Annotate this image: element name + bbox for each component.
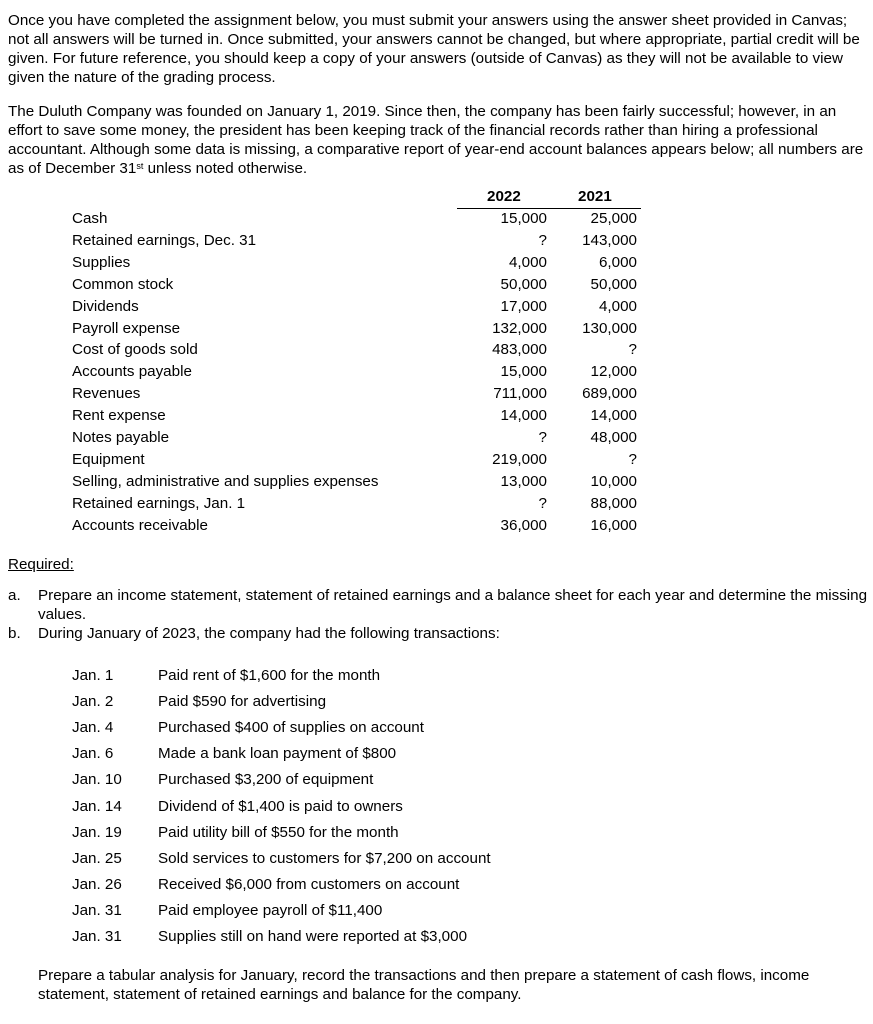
value-2022: 219,000 <box>492 450 547 468</box>
transaction-row <box>0 928 873 954</box>
transaction-row <box>0 745 873 771</box>
table-row <box>0 276 873 298</box>
value-2022: ? <box>538 231 547 249</box>
table-row <box>0 254 873 276</box>
table-row <box>0 451 873 473</box>
table-row <box>0 407 873 429</box>
transaction-row <box>0 902 873 928</box>
value-2021: 12,000 <box>590 363 637 381</box>
closing-paragraph: Prepare a tabular analysis for January, record the transactions and then prepare a statement of cash flows, income statement, statement of retained earnings and balance for the company. <box>38 967 810 1003</box>
transaction-text: Received $6,000 from customers on account <box>158 875 460 893</box>
value-2021: 25,000 <box>590 210 637 227</box>
table-row <box>0 232 873 254</box>
value-2022: 15,000 <box>500 363 547 381</box>
value-2021: ? <box>628 450 637 468</box>
table-row <box>0 385 873 407</box>
value-2022: 4,000 <box>508 253 547 271</box>
transaction-row <box>0 876 873 902</box>
value-2021: 14,000 <box>590 407 637 425</box>
transaction-row <box>0 719 873 745</box>
value-2021: 6,000 <box>598 253 637 271</box>
account-label: Cost of goods sold <box>72 341 198 359</box>
account-label: Retained earnings, Dec. 31 <box>72 231 257 249</box>
table-row <box>0 495 873 517</box>
intro-paragraph: Once you have completed the assignment below, you must submit your answers using the answer sheet provided in Canvas; not all answers will be turned in. Once submitted, your answers cannot be changed, but where appropriate, partial credit will be given. For future reference, you should keep a copy of your answers (outside of Canvas) as they will not be available to view given the nature of the grading process. <box>8 12 860 86</box>
transaction-date: Jan. 14 <box>72 797 122 815</box>
transaction-row <box>0 850 873 876</box>
value-2022: 15,000 <box>500 210 547 227</box>
value-2021: 16,000 <box>590 516 637 534</box>
transaction-date: Jan. 25 <box>72 849 122 867</box>
value-2022: 17,000 <box>500 297 547 315</box>
account-label: Equipment <box>72 450 145 468</box>
item-marker: a. <box>8 587 21 604</box>
value-2021: 4,000 <box>598 297 637 315</box>
value-2021: 130,000 <box>582 319 637 337</box>
account-label: Retained earnings, Jan. 1 <box>72 494 246 512</box>
header-underline <box>457 208 641 209</box>
table-row <box>0 517 873 539</box>
background-text-end: unless noted otherwise. <box>143 160 308 177</box>
column-header-2021: 2021 <box>578 188 612 205</box>
table-row <box>0 473 873 495</box>
table-row <box>0 363 873 385</box>
table-row <box>0 210 873 232</box>
account-label: Common stock <box>72 275 174 293</box>
transaction-text: Paid utility bill of $550 for the month <box>158 823 399 841</box>
value-2022: 711,000 <box>493 385 547 403</box>
transaction-text: Paid $590 for advertising <box>158 693 327 711</box>
value-2022: 13,000 <box>500 472 547 490</box>
account-label: Notes payable <box>72 429 170 446</box>
account-label: Revenues <box>72 385 141 403</box>
value-2022: 14,000 <box>500 407 547 425</box>
background-paragraph <box>8 102 868 178</box>
account-label: Cash <box>72 210 108 227</box>
transaction-date: Jan. 31 <box>72 901 122 919</box>
column-header-2022: 2022 <box>487 188 521 205</box>
account-label: Accounts payable <box>72 363 192 381</box>
value-2021: 48,000 <box>590 429 637 446</box>
transaction-text: Purchased $3,200 of equipment <box>158 771 374 789</box>
ordinal-suffix: st <box>136 161 144 171</box>
transaction-date: Jan. 6 <box>72 745 114 763</box>
transaction-row <box>0 798 873 824</box>
transaction-text: Made a bank loan payment of $800 <box>158 745 397 763</box>
table-row <box>0 429 873 451</box>
transaction-date: Jan. 1 <box>72 667 114 684</box>
transaction-date: Jan. 10 <box>72 771 122 789</box>
account-label: Selling, administrative and supplies expenses <box>72 472 379 490</box>
value-2022: ? <box>538 494 547 512</box>
item-text: Prepare an income statement, statement of retained earnings and a balance sheet for each year and determine the missing values. <box>38 587 868 623</box>
transaction-text: Sold services to customers for $7,200 on account <box>158 849 491 867</box>
transaction-date: Jan. 2 <box>72 693 114 711</box>
background-text: The Duluth Company was founded on January 1, 2019. Since then, the company has been fairly successful; however, in an effort to save some money, the president has been keeping track of the financial records rather than hiring a professional accountant. Although some data is missing, a comparative report of year-end account balances appears below; all numbers are as of December 31 <box>8 103 864 177</box>
account-label: Rent expense <box>72 407 166 425</box>
account-label: Accounts receivable <box>72 516 208 534</box>
transaction-date: Jan. 26 <box>72 875 122 893</box>
transaction-text: Purchased $400 of supplies on account <box>158 719 424 737</box>
transaction-text: Supplies still on hand were reported at $3,000 <box>158 928 468 945</box>
table-row <box>0 298 873 320</box>
value-2022: 483,000 <box>492 341 547 359</box>
transaction-row <box>0 771 873 797</box>
transaction-row <box>0 824 873 850</box>
account-label: Supplies <box>72 253 131 271</box>
transaction-text: Paid employee payroll of $11,400 <box>158 901 383 919</box>
value-2021: ? <box>628 341 637 359</box>
transaction-date: Jan. 31 <box>72 928 122 945</box>
transaction-row <box>0 667 873 693</box>
value-2021: 88,000 <box>590 494 637 512</box>
transaction-text: Dividend of $1,400 is paid to owners <box>158 797 403 815</box>
table-row <box>0 320 873 342</box>
value-2022: 36,000 <box>500 516 547 534</box>
transaction-date: Jan. 4 <box>72 719 114 737</box>
transaction-date: Jan. 19 <box>72 823 122 841</box>
value-2021: 10,000 <box>590 472 637 490</box>
value-2021: 143,000 <box>582 231 637 249</box>
account-label: Payroll expense <box>72 319 181 337</box>
transaction-text: Paid rent of $1,600 for the month <box>158 667 381 684</box>
account-label: Dividends <box>72 297 139 315</box>
transaction-row <box>0 693 873 719</box>
value-2021: 689,000 <box>582 385 637 403</box>
value-2022: ? <box>538 429 547 446</box>
value-2022: 50,000 <box>500 275 547 293</box>
value-2021: 50,000 <box>590 275 637 293</box>
required-heading: Required: <box>8 556 74 573</box>
item-marker: b. <box>8 625 21 642</box>
item-text: During January of 2023, the company had the following transactions: <box>38 625 500 642</box>
table-row <box>0 341 873 363</box>
value-2022: 132,000 <box>492 319 547 337</box>
